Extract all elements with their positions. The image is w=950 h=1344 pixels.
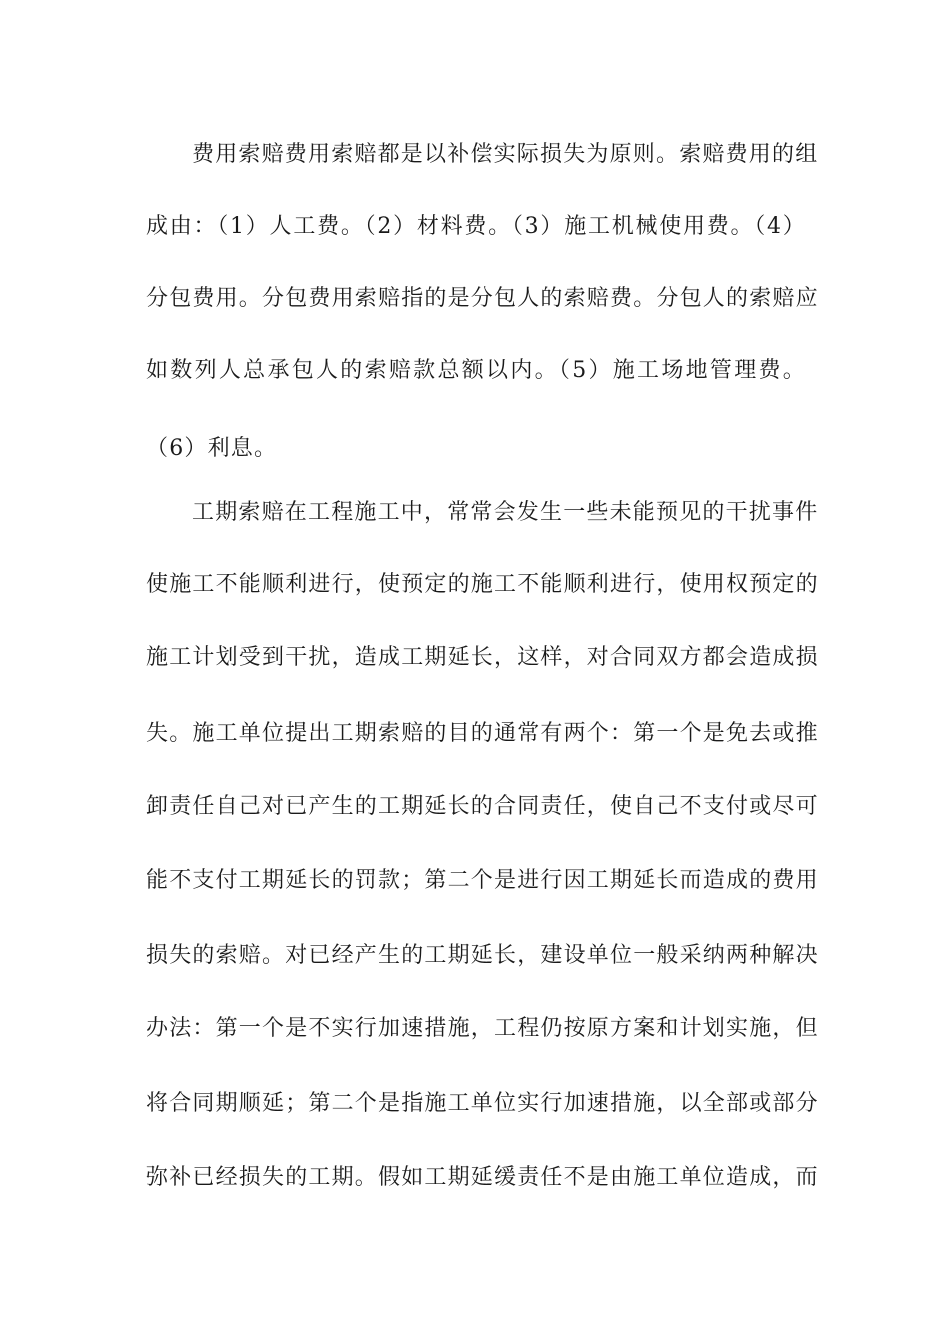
text-line: 费用索赔费用索赔都是以补偿实际损失为原则。索赔费用的组 [192,142,819,167]
text-line: 办法：第一个是不实行加速措施，工程仍按原方案和计划实施，但 [146,1016,819,1041]
text-line: 损失的索赔。对已经产生的工期延长，建设单位一般采纳两种解决 [146,943,819,968]
text-line: 使施工不能顺利进行，使预定的施工不能顺利进行，使用权预定的 [146,572,819,597]
text-line: 弥补已经损失的工期。假如工期延缓责任不是由施工单位造成，而 [146,1165,819,1190]
text-line: 如数列人总承包人的索赔款总额以内。（5）施工场地管理费。 [146,358,806,383]
text-line: 将合同期顺延；第二个是指施工单位实行加速措施，以全部或部分 [146,1091,819,1116]
text-line: 工期索赔在工程施工中，常常会发生一些未能预见的干扰事件 [192,500,819,525]
text-line: 能不支付工期延长的罚款；第二个是进行因工期延长而造成的费用 [146,868,819,893]
text-line: 成由：（1）人工费。（2）材料费。（3）施工机械使用费。（4） [146,214,806,239]
text-line: 失。施工单位提出工期索赔的目的通常有两个：第一个是免去或推 [146,721,819,746]
text-line: 卸责任自己对已产生的工期延长的合同责任，使自己不支付或尽可 [146,794,819,819]
text-line: 施工计划受到干扰，造成工期延长，这样，对合同双方都会造成损 [146,645,819,670]
text-line: （6）利息。 [146,436,278,461]
text-line: 分包费用。分包费用索赔指的是分包人的索赔费。分包人的索赔应 [146,286,819,311]
